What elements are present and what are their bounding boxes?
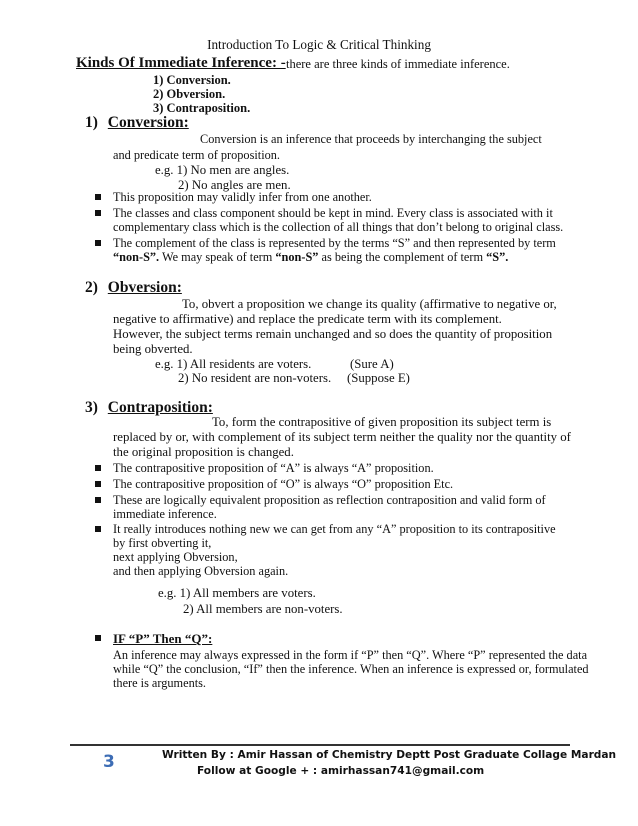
kind-item-3: 3) Contraposition. bbox=[153, 101, 251, 115]
term-non-s: “non-S”. bbox=[113, 250, 160, 264]
contraposition-bullet-4a: It really introduces nothing new we can get from any “A” proposition to its contrapositive bbox=[113, 522, 556, 536]
contraposition-bullet-2: The contrapositive proposition of “O” is always “O” proposition Etc. bbox=[113, 477, 454, 491]
contraposition-bullet-3a: These are logically equivalent proposition as reflection contraposition and valid form of bbox=[113, 493, 546, 507]
contraposition-line3: the original proposition is changed. bbox=[113, 445, 294, 459]
footer-author: Written By : Amir Hassan of Chemistry Deptt Post Graduate Collage Mardan bbox=[162, 749, 617, 761]
section-number: 2) bbox=[85, 279, 98, 296]
ifthen-heading: IF “P” Then “Q”: bbox=[113, 631, 213, 646]
bullet-icon bbox=[95, 497, 101, 503]
running-header: Introduction To Logic & Critical Thinking bbox=[207, 37, 431, 52]
conversion-example-2: 2) No angles are men. bbox=[178, 178, 291, 192]
contraposition-bullet-4c: next applying Obversion, bbox=[113, 550, 238, 564]
bullet-icon bbox=[95, 481, 101, 487]
bullet-icon bbox=[95, 635, 101, 641]
section-number: 1) bbox=[85, 114, 98, 131]
bullet-icon bbox=[95, 240, 101, 246]
obversion-example-2: 2) No resident are non-voters. bbox=[178, 371, 332, 385]
contraposition-bullet-3b: immediate inference. bbox=[113, 507, 217, 521]
contraposition-example-2: 2) All members are non-voters. bbox=[183, 602, 343, 616]
conversion-para-line1: Conversion is an inference that proceeds by interchanging the subject bbox=[200, 132, 542, 146]
conversion-bullet-1: This proposition may validly infer from one another. bbox=[113, 190, 372, 204]
section-title: Contraposition: bbox=[107, 399, 213, 416]
section-contraposition-heading bbox=[85, 399, 213, 417]
section-obversion-heading bbox=[85, 279, 182, 297]
main-heading: Kinds Of Immediate Inference: - bbox=[76, 55, 286, 71]
obversion-line1: To, obvert a proposition we change its quality (affirmative to negative or, bbox=[182, 297, 557, 311]
section-conversion-heading bbox=[85, 114, 189, 132]
obversion-line2: negative to affirmative) and replace the predicate term with its complement. bbox=[113, 312, 502, 326]
section-title: Obversion: bbox=[107, 279, 182, 296]
contraposition-bullet-1: The contrapositive proposition of “A” is always “A” proposition. bbox=[113, 461, 434, 475]
conversion-bullet-3b bbox=[113, 250, 508, 265]
main-heading-rest: there are three kinds of immediate inference. bbox=[286, 57, 510, 71]
footer-divider bbox=[70, 744, 570, 746]
ifthen-line2: while “Q” the conclusion, “If” then the inference. When an inference is expressed or, formulated bbox=[113, 662, 589, 676]
conversion-bullet-3a: The complement of the class is represented by the terms “S” and then represented by term bbox=[113, 236, 556, 250]
obversion-example-1: e.g. 1) All residents are voters. bbox=[155, 357, 312, 371]
contraposition-line1: To, form the contrapositive of given proposition its subject term is bbox=[212, 415, 552, 429]
page-number: 3 bbox=[103, 752, 115, 772]
bullet-icon bbox=[95, 526, 101, 532]
section-title: Conversion: bbox=[107, 114, 189, 131]
kind-item-1: 1) Conversion. bbox=[153, 73, 231, 87]
contraposition-bullet-4d: and then applying Obversion again. bbox=[113, 564, 289, 578]
contraposition-bullet-4b: by first obverting it, bbox=[113, 536, 212, 550]
conversion-bullet-2b: complementary class which is the collection of all things that don’t belong to original class. bbox=[113, 220, 564, 234]
contraposition-line2: replaced by or, with complement of its subject term neither the quality nor the quantity of bbox=[113, 430, 571, 444]
conversion-example-1: e.g. 1) No men are angles. bbox=[155, 163, 290, 177]
bullet-icon bbox=[95, 210, 101, 216]
footer-contact: Follow at Google + : amirhassan741@gmail.com bbox=[197, 765, 485, 777]
contraposition-example-1: e.g. 1) All members are voters. bbox=[158, 586, 316, 600]
section-number: 3) bbox=[85, 399, 98, 416]
conversion-para-line2: and predicate term of proposition. bbox=[113, 148, 280, 162]
kind-item-2: 2) Obversion. bbox=[153, 87, 226, 101]
ifthen-line1: An inference may always expressed in the form if “P” then “Q”. Where “P” represented the data bbox=[113, 648, 588, 662]
ifthen-line3: there is arguments. bbox=[113, 676, 207, 690]
term-s: “S”. bbox=[486, 250, 509, 264]
term-non-s: “non-S” bbox=[275, 250, 319, 264]
obversion-example-2-type: (Suppose E) bbox=[347, 371, 410, 385]
text-span: as being the complement of term bbox=[318, 250, 487, 264]
bullet-icon bbox=[95, 194, 101, 200]
text-span: We may speak of term bbox=[159, 250, 276, 264]
conversion-bullet-2a: The classes and class component should be kept in mind. Every class is associated with it bbox=[113, 206, 553, 220]
obversion-line3: However, the subject terms remain unchanged and so does the quantity of proposition bbox=[113, 327, 553, 341]
bullet-icon bbox=[95, 465, 101, 471]
obversion-line4: being obverted. bbox=[113, 342, 193, 356]
obversion-example-1-type: (Sure A) bbox=[350, 357, 394, 371]
